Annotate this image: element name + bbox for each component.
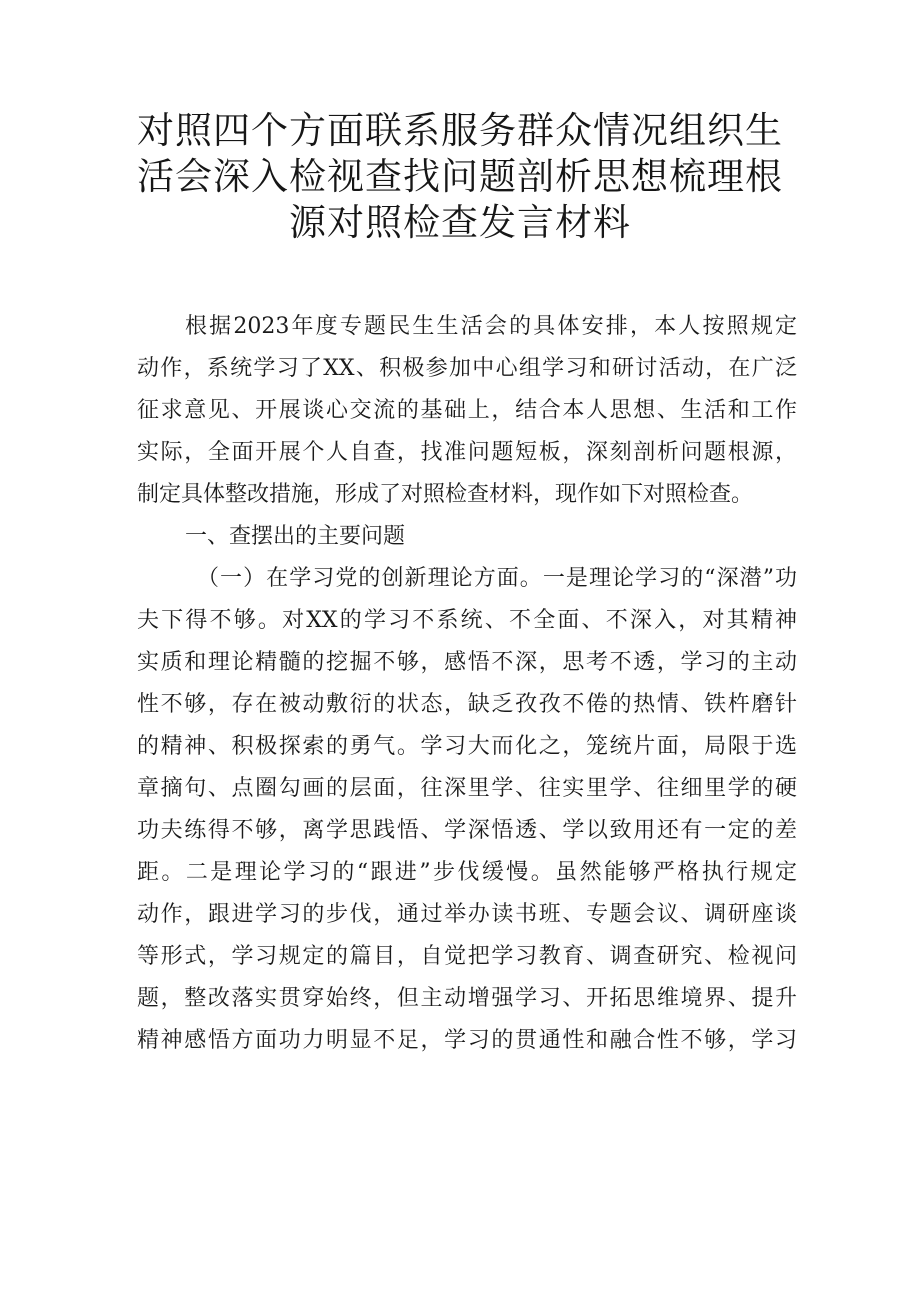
intro-line: 制定具体整改措施，形成了对照检查材料，现作如下对照检查。	[137, 482, 754, 507]
body-line: 的精神、积极探索的勇气。学习大而化之，笼统片面，局限于选	[137, 734, 797, 759]
intro-line: 动作，系统学习了XX、积极参加中心组学习和研讨活动，在广泛	[137, 356, 797, 381]
intro-line: 实际，全面开展个人自查，找准问题短板，深刻剖析问题根源，	[137, 440, 797, 465]
title-line: 对照四个方面联系服务群众情况组织生	[137, 109, 783, 152]
body-line: 题，整改落实贯穿始终，但主动增强学习、开拓思维境界、提升	[137, 986, 797, 1011]
intro-line: 征求意见、开展谈心交流的基础上，结合本人思想、生活和工作	[137, 398, 797, 423]
body-line: 精神感悟方面功力明显不足，学习的贯通性和融合性不够，学习	[137, 1028, 797, 1053]
body-line: 距。二是理论学习的“跟进”步伐缓慢。虽然能够严格执行规定	[137, 860, 797, 885]
document-body	[137, 306, 797, 1062]
body-line: 性不够，存在被动敷衍的状态，缺乏孜孜不倦的热情、铁杵磨针	[137, 692, 797, 717]
document-title	[100, 108, 820, 246]
body-line: 等形式，学习规定的篇目，自觉把学习教育、调查研究、检视问	[137, 944, 797, 969]
body-line: （一）在学习党的创新理论方面。一是理论学习的“深潜”功	[197, 566, 797, 591]
title-line: 源对照检查发言材料	[289, 201, 631, 244]
intro-line: 根据2023年度专题民生生活会的具体安排，本人按照规定	[185, 314, 797, 339]
section-heading: 一、查摆出的主要问题	[185, 524, 406, 549]
body-line: 夫下得不够。对XX的学习不系统、不全面、不深入，对其精神	[137, 608, 797, 633]
body-line: 功夫练得不够，离学思践悟、学深悟透、学以致用还有一定的差	[137, 818, 797, 843]
title-line: 活会深入检视查找问题剖析思想梳理根	[137, 155, 783, 198]
body-line: 动作，跟进学习的步伐，通过举办读书班、专题会议、调研座谈	[137, 902, 797, 927]
body-line: 章摘句、点圈勾画的层面，往深里学、往实里学、往细里学的硬	[137, 776, 797, 801]
body-line: 实质和理论精髓的挖掘不够，感悟不深，思考不透，学习的主动	[137, 650, 797, 675]
